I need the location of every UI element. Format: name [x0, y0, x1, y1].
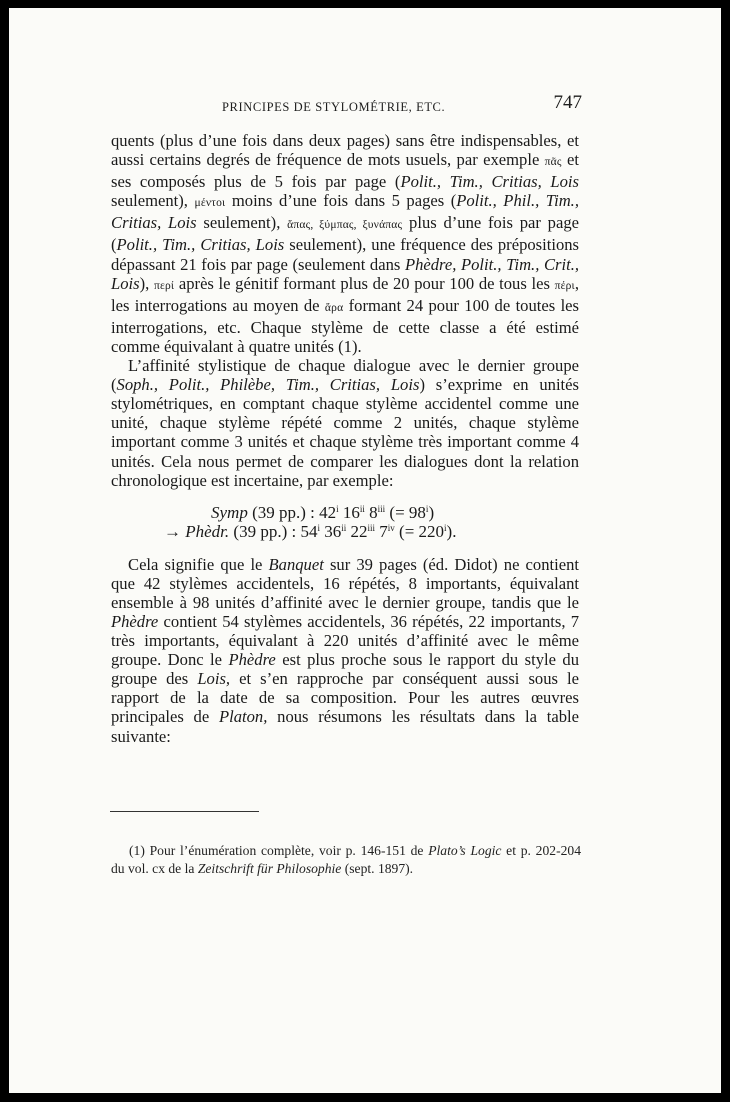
paragraph-1: quents (plus d’une fois dans deux pages) sans être indispensables, et aussi certains degrés de fréquence de mots usuels, par exemple πᾶς et ses composés plus de 5 fois par page (Polit., Tim., Critias, Lois seulement), μέντοι moins d’une fois dans 5 pages (Polit., Phil., Tim., Critias, Lois seulement), ἅπας, ξύμπας, ξυνάπας plus d’une fois par page (Polit., Tim., Critias, Lois seulement), une fréquence des prépositions dépassant 21 fois par page (seulement dans Phèdre, Polit., Tim., Crit., Lois), περί après le génitif formant plus de 20 pour 100 de tous les πέρι, les interrogations au moyen de ἄρα formant 24 pour 100 de toutes les interrogations, etc. Chaque stylème de cette classe a été estimé comme équivalant à quatre unités (1). [111, 131, 580, 356]
formula-phaedrus: → Phèdr. (39 pp.) : 54$^i$ 36$^{ii}$ 22$^{iii}$ 7$^{iv}$ (= $220^i$). [164, 521, 457, 541]
book-page [9, 8, 721, 1093]
footnote-rule [110, 811, 259, 812]
running-title: PRINCIPES DE STYLOMÉTRIE, ETC. [222, 100, 446, 114]
paragraph-3: Cela signifie que le Banquet sur 39 pages (éd. Didot) ne contient que 42 stylèmes accidentels, 16 répétés, 8 importants, équivalant ensemble à 98 unités d’affinité avec le dernier groupe, tandis que le Phèdre contient 54 stylèmes accidentels, 36 répétés, 22 importants, 7 très importants, équivalant à 220 unités d’affinité avec le même groupe. Donc le Phèdre est plus proche sous le rapport du style du groupe des Lois, et s’en rapproche par conséquent aussi sous le rapport de la date de sa composition. Pour les autres œuvres principales de Platon, nous résumons les résultats dans la table suivante: [111, 554, 580, 746]
paragraph-2: L’affinité stylistique de chaque dialogue avec le dernier groupe (Soph., Polit., Philèbe, Tim., Critias, Lois) s’exprime en unités stylométriques, en comptant chaque stylème accidentel comme une unité, chaque stylème répété comme 2 unités, chaque stylème important comme 3 unités et chaque stylème très important comme 4 unités. Cela nous permet de comparer les dialogues dont la relation chronologique est incertaine, par exemple: [111, 356, 579, 490]
footnote-text: (1) Pour l’énumération complète, voir p. 146-151 de Plato’s Logic et p. 202-204 du vol. cx de la Zeitschrift für Philosophie (sept. 1897). [111, 843, 581, 876]
footnote [111, 842, 581, 877]
affinity-formula [111, 503, 579, 541]
main-text [111, 131, 579, 746]
page-header [222, 92, 582, 122]
page-number: 747 [553, 92, 582, 113]
formula-symposium: Symp (39 pp.) : 42$^i$ 16$^{ii}$ 8$^{iii}$ (= $98^i$) [211, 502, 435, 522]
